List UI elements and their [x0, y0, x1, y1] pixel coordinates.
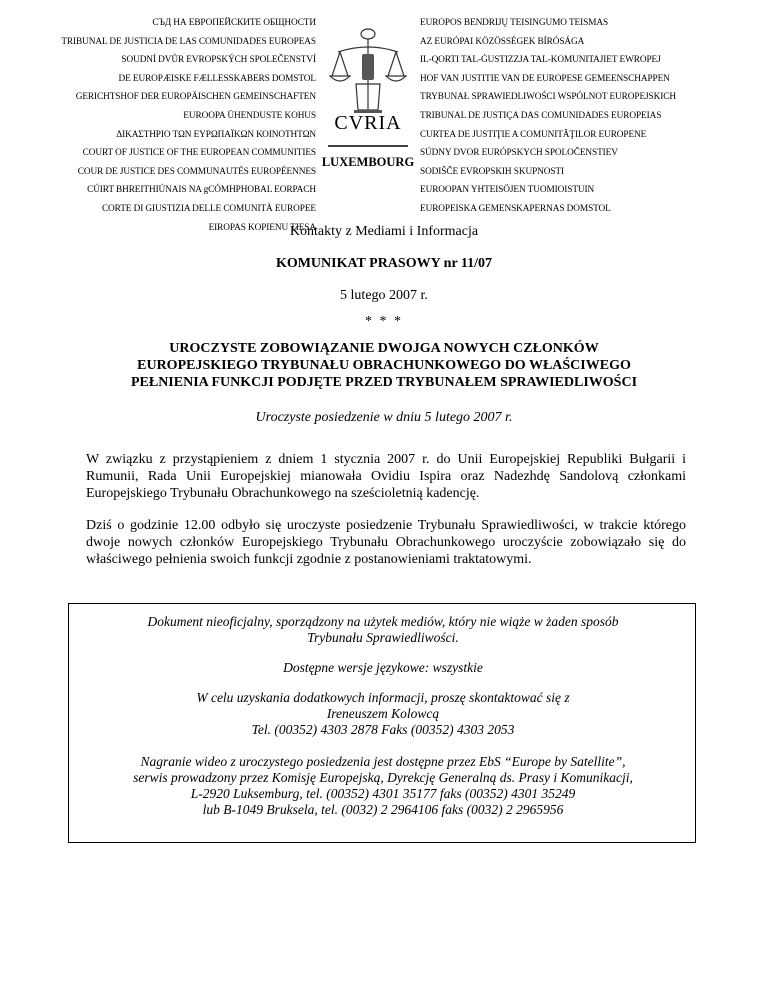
release-subtitle: Uroczyste posiedzenie w dniu 5 lutego 2007 r. [255, 410, 513, 425]
court-name: ΔΙΚΑΣΤΗΡΙΟ ΤΩΝ ΕΥΡΩΠΑΪΚΩΝ ΚΟΙΝΟΤΗΤΩΝ [116, 129, 316, 140]
court-name: EUROPEISKA GEMENSKAPERNAS DOMSTOL [420, 203, 611, 214]
court-name: AZ EURÓPAI KÖZÖSSÉGEK BÍRÓSÁGA [420, 36, 585, 47]
contact-line: Tel. (00352) 4303 2878 Faks (00352) 4303 2053 [251, 722, 515, 737]
court-name: HOF VAN JUSTITIE VAN DE EUROPESE GEMEENSCHAPPEN [420, 73, 670, 84]
video-line: Nagranie wideo z uroczystego posiedzenia jest dostępne przez EbS “Europe by Satellite”, [140, 754, 626, 769]
contact-line: Ireneuszem Kolowcą [326, 706, 440, 721]
court-name: SÚDNY DVOR EURÓPSKYCH SPOLOČENSTIEV [420, 148, 618, 159]
video-line: lub B-1049 Bruksela, tel. (0032) 2 2964106 faks (0032) 2 2965956 [202, 802, 564, 817]
release-number: KOMUNIKAT PRASOWY nr 11/07 [275, 256, 493, 271]
location-label: LUXEMBOURG [321, 155, 415, 169]
court-name: DE EUROPÆISKE FÆLLESSKABERS DOMSTOL [118, 73, 316, 84]
contact-heading: Kontakty z Mediami i Informacja [289, 224, 479, 239]
court-names-left [61, 14, 316, 237]
court-name: EIROPAS KOPIENU TIESA [208, 222, 316, 233]
video-line: L-2920 Luksemburg, tel. (00352) 4301 35177 faks (00352) 4301 35249 [190, 786, 576, 801]
court-name: CURTEA DE JUSTIŢIE A COMUNITĂŢILOR EUROPENE [420, 129, 647, 140]
body-paragraph-2: Dziś o godzinie 12.00 odbyło się uroczyste posiedzenie Trybunału Sprawiedliwości, w trakcie którego dwoje nowych członków Europejskiego Trybunału Obrachunkowego uroczyście zobowiązało się do właściwego pełnienia swoich funkcji zgodnie z postanowieniami traktatowymi. [86, 518, 686, 568]
emblem-wordmark: CVRIA [334, 112, 402, 134]
court-name: EUROOPA ÜHENDUSTE KOHUS [183, 110, 316, 121]
title-line: UROCZYSTE ZOBOWIĄZANIE DWOJGA NOWYCH CZŁONKÓW [169, 341, 599, 356]
court-name: COUR DE JUSTICE DES COMMUNAUTÉS EUROPÉENNES [77, 166, 316, 177]
title-line: EUROPEJSKIEGO TRYBUNAŁU OBRACHUNKOWEGO DO WŁAŚCIWEGO [137, 358, 631, 373]
video-line: serwis prowadzony przez Komisję Europejską, Dyrekcję Generalną ds. Prasy i Komunikacji, [133, 770, 633, 785]
court-name: TRIBUNAL DE JUSTICIA DE LAS COMUNIDADES EUROPEAS [61, 36, 316, 47]
notice-box [68, 603, 696, 843]
court-name: CÚIRT BHREITHIÚNAIS NA gCÓMHPHOBAL EORPACH [87, 185, 316, 196]
court-name: TRYBUNAŁ SPRAWIEDLIWOŚCI WSPÓLNOT EUROPEJSKICH [420, 92, 676, 103]
languages-line: Dostępne wersje językowe: wszystkie [283, 660, 483, 675]
court-name: TRIBUNAL DE JUSTIÇA DAS COMUNIDADES EUROPEIAS [420, 110, 662, 121]
separator: * * * [365, 314, 403, 329]
court-name: SODIŠČE EVROPSKIH SKUPNOSTI [420, 166, 565, 177]
court-name: СЪД НА ЕВРОПЕЙСКИТЕ ОБЩНОСТИ [152, 18, 316, 28]
court-name: GERICHTSHOF DER EUROPÄISCHEN GEMEINSCHAFTEN [75, 92, 316, 103]
court-name: CORTE DI GIUSTIZIA DELLE COMUNITÀ EUROPEE [101, 203, 316, 214]
court-name: EUROPOS BENDRIJŲ TEISINGUMO TEISMAS [420, 18, 609, 28]
disclaimer-line: Trybunału Sprawiedliwości. [307, 630, 459, 645]
disclaimer-line: Dokument nieoficjalny, sporządzony na użytek mediów, który nie wiąże w żaden sposób [147, 614, 619, 629]
court-name: SOUDNÍ DVŮR EVROPSKÝCH SPOLEČENSTVÍ [121, 55, 316, 66]
court-name: IL-QORTI TAL-ĠUSTIZZJA TAL-KOMUNITAJIET EWROPEJ [420, 55, 661, 66]
contact-line: W celu uzyskania dodatkowych informacji, proszę skontaktować się z [196, 690, 570, 705]
release-date: 5 lutego 2007 r. [340, 288, 428, 303]
release-title [60, 340, 708, 391]
court-names-right [420, 14, 676, 219]
body-paragraph-1: W związku z przystąpieniem z dniem 1 stycznia 2007 r. do Unii Europejskiej Republiki Bułgarii i Rumunii, Rada Unii Europejskiej mianowała Ovidiu Ispira oraz Nadezhdę Sandolovą członkami Europejskiego Trybunału Obrachunkowego na sześcioletnią kadencję. [86, 452, 686, 502]
court-name: EUROOPAN YHTEISÖJEN TUOMIOISTUIN [420, 185, 595, 196]
court-name: COURT OF JUSTICE OF THE EUROPEAN COMMUNITIES [82, 148, 316, 159]
title-line: PEŁNIENIA FUNKCJI PODJĘTE PRZED TRYBUNAŁEM SPRAWIEDLIWOŚCI [130, 375, 638, 390]
